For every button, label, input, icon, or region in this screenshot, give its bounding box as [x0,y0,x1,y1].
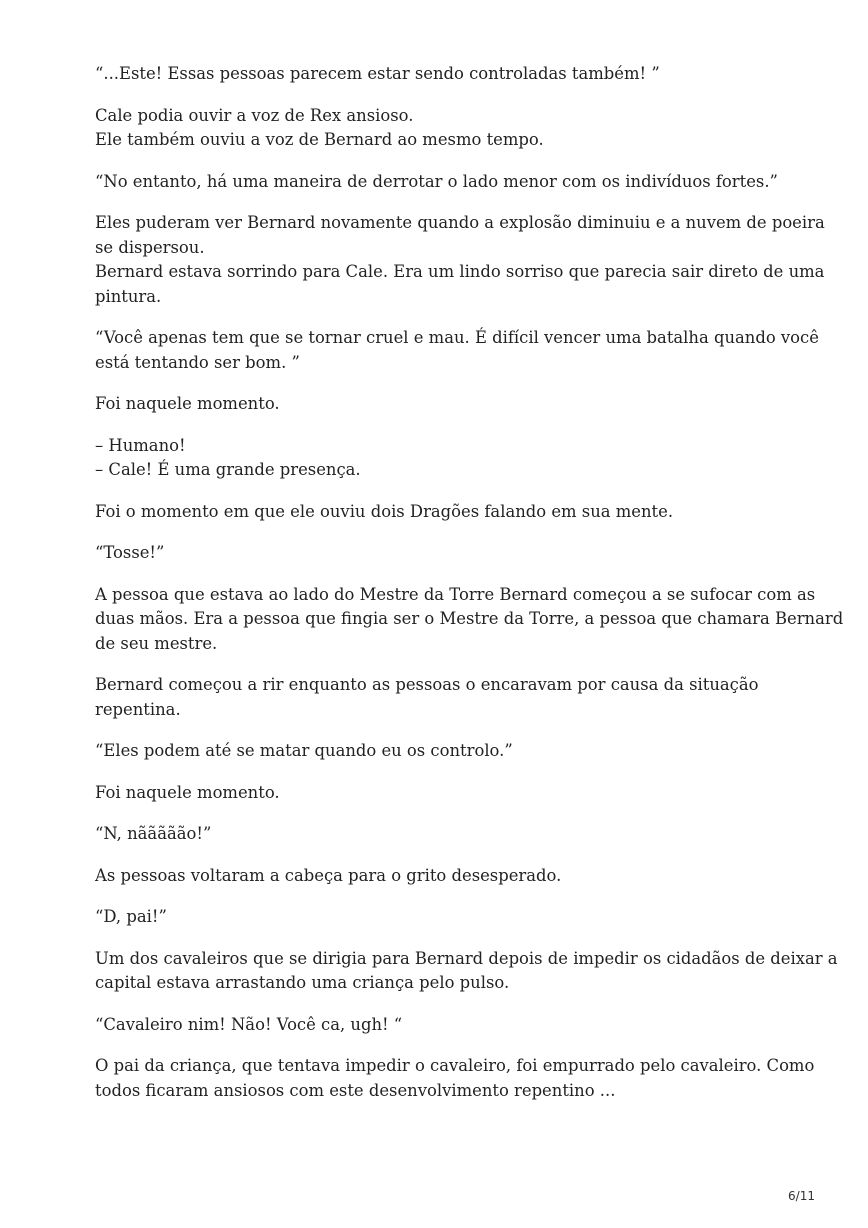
paragraph [95,739,795,764]
paragraph [95,947,838,996]
text-line: – Humano! [95,435,186,455]
paragraph [95,1013,795,1038]
paragraph [95,905,795,930]
text-line: O pai da criança, que tentava impedir o cavaleiro, foi empurrado pelo cavaleiro. Como [95,1056,815,1075]
paragraph [95,822,795,847]
paragraph [95,864,795,889]
document-body [95,62,844,1120]
text-line: “Cavaleiro nim! Não! Você ca, ugh! “ [95,1014,403,1034]
paragraph [95,781,795,806]
text-line: está tentando ser bom. ” [95,352,300,372]
paragraph [95,170,795,195]
text-line: Foi naquele momento. [95,782,280,802]
paragraph [95,211,825,309]
paragraph [95,434,795,483]
text-line: pintura. [95,286,162,306]
paragraph [95,392,795,417]
text-line: “D, pai!” [95,907,167,926]
paragraph [95,583,844,657]
text-line: As pessoas voltaram a cabeça para o grito desesperado. [95,865,562,885]
paragraph [95,326,819,375]
text-line: “Tosse!” [95,543,165,562]
text-line: Um dos cavaleiros que se dirigia para Bernard depois de impedir os cidadãos de deixar a [95,948,838,968]
text-line: se dispersou. [95,237,205,257]
text-line: Ele também ouviu a voz de Bernard ao mesmo tempo. [95,130,544,149]
text-line: Bernard começou a rir enquanto as pessoas o encaravam por causa da situação [95,675,759,694]
paragraph [95,500,795,525]
page-number: 6/11 [788,1189,815,1203]
text-line: todos ficaram ansiosos com este desenvolvimento repentino ... [95,1080,616,1100]
text-line: Cale podia ouvir a voz de Rex ansioso. [95,105,414,125]
text-line: Foi o momento em que ele ouviu dois Dragões falando em sua mente. [95,501,674,521]
paragraph [95,673,795,722]
text-line: “Você apenas tem que se tornar cruel e mau. É difícil vencer uma batalha quando você [95,328,819,347]
text-line: repentina. [95,699,181,719]
text-line: “...Este! Essas pessoas parecem estar sendo controladas também! ” [95,64,660,83]
paragraph [95,1054,815,1103]
text-line: capital estava arrastando uma criança pelo pulso. [95,973,510,992]
text-line: Foi naquele momento. [95,394,280,413]
text-line: duas mãos. Era a pessoa que fingia ser o Mestre da Torre, a pessoa que chamara Bernard [95,609,844,628]
paragraph [95,62,795,87]
paragraph [95,104,795,153]
text-line: de seu mestre. [95,633,218,653]
text-line: Eles puderam ver Bernard novamente quando a explosão diminuiu e a nuvem de poeira [95,213,825,232]
text-line: Bernard estava sorrindo para Cale. Era um lindo sorriso que parecia sair direto de uma [95,262,825,281]
text-line: “Eles podem até se matar quando eu os controlo.” [95,741,513,760]
text-line: A pessoa que estava ao lado do Mestre da Torre Bernard começou a se sufocar com as [95,584,816,604]
paragraph [95,541,795,566]
text-line: “N, nããããão!” [95,824,212,843]
text-line: “No entanto, há uma maneira de derrotar o lado menor com os indivíduos fortes.” [95,171,778,191]
text-line: – Cale! É uma grande presença. [95,460,361,479]
